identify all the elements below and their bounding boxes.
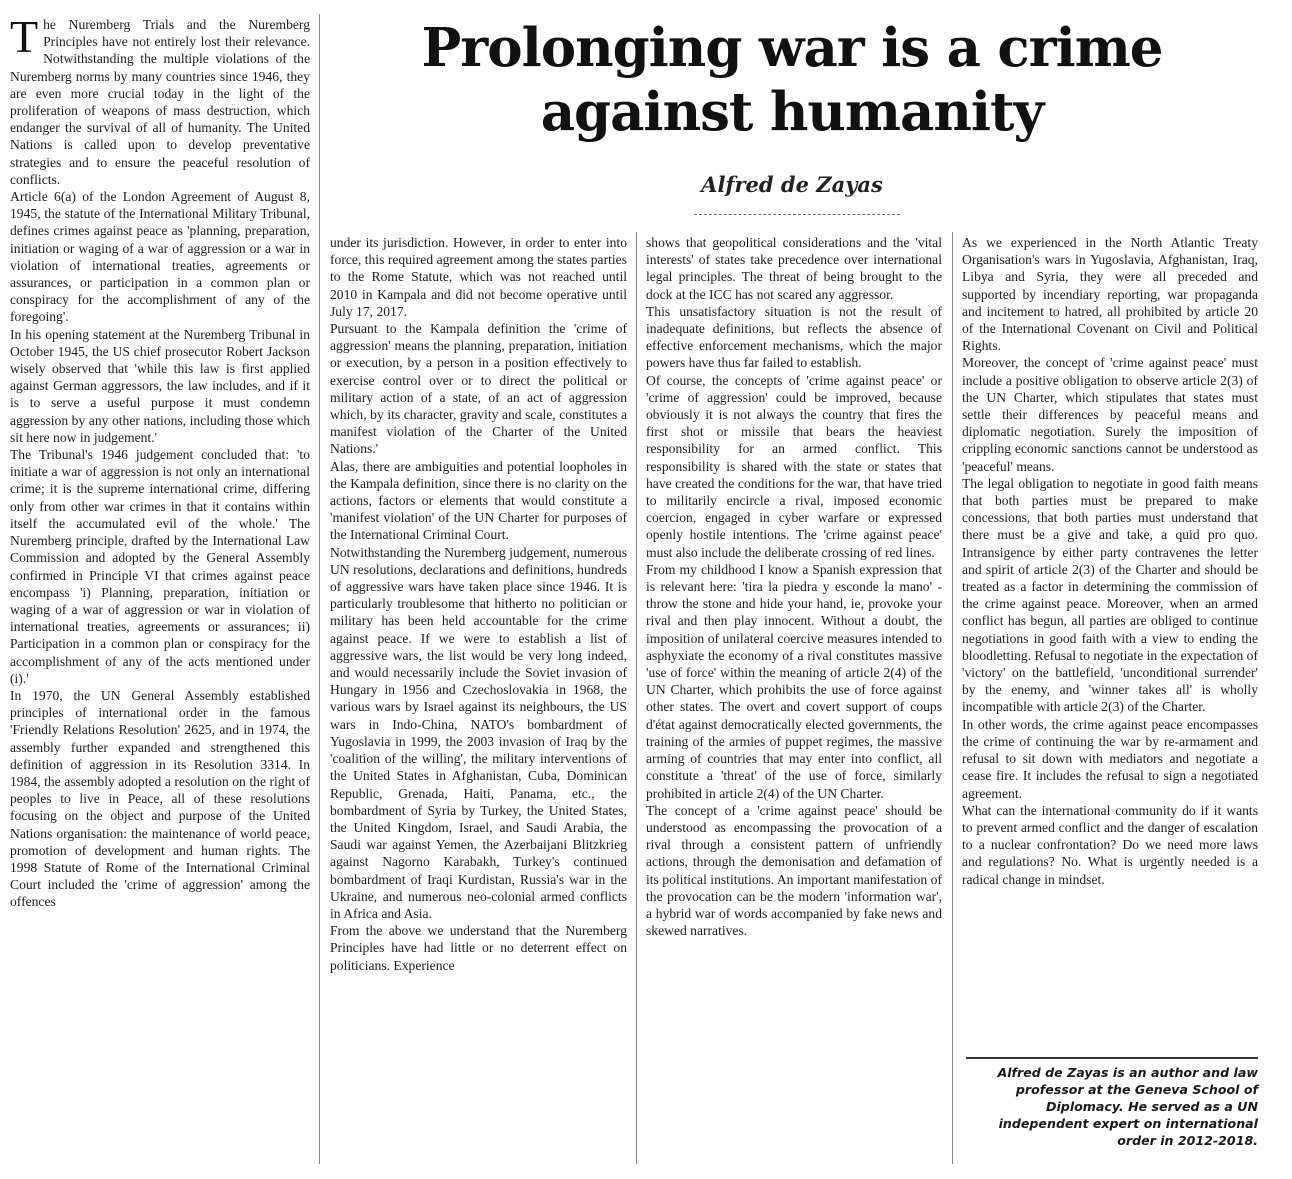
paragraph: In his opening statement at the Nuremberg Tribunal in October 1945, the US chief prosecutor Robert Jackson wisely observed that 'while this law is first applied against German aggressors, the law includes, and if it is to serve a useful purpose it must condemn aggression by any other nations, including those which sit here now in judgement.' — [10, 326, 310, 445]
column-1 — [10, 16, 310, 1161]
column-3 — [646, 234, 942, 1164]
paragraph: he Nuremberg Trials and the Nuremberg Principles have not entirely lost their relevance. Notwithstanding the multiple violations of the Nuremberg norms by many countries since 1946, they are even more crucial today in the light of the proliferation of weapons of mass destruction, which endanger the survival of all of humanity. The United Nations is called upon to develop preventative strategies and to ensure the peaceful resolution of conflicts. — [10, 17, 310, 187]
paragraph: As we experienced in the North Atlantic Treaty Organisation's wars in Yugoslavia, Afghanistan, Iraq, Libya and Syria, they were all preceded and supported by incendiary reporting, war propaganda and incitement to hatred, all prohibited by article 20 of the International Covenant on Civil and Political Rights. — [962, 235, 1258, 354]
paragraph: The Tribunal's 1946 judgement concluded that: 'to initiate a war of aggression is not only an international crime; it is the supreme international crime, differing only from other war crimes in that it contains within itself the accumulated evil of the whole.' The Nuremberg principle, drafted by the International Law Commission and adopted by the General Assembly confirmed in Principle VI that crimes against peace encompass 'i) Planning, preparation, initiation or waging of a war of aggression or war in violation of international treaties, agreements or assurances; ii) Participation in a common plan or conspiracy for the accomplishment of any of the acts mentioned under (i).' — [10, 447, 310, 686]
author-byline: Alfred de Zayas — [701, 172, 883, 197]
drop-cap: T — [10, 16, 39, 62]
paragraph: Of course, the concepts of 'crime against peace' or 'crime of aggression' could be improved, because obviously it is not always the country that fires the first shot or missile that bears the heaviest responsibility for an armed conflict. This responsibility is shared with the state or states that have created the conditions for the war, that have tried to militarily encircle a rival, imposed economic coercion, engaged in cyber warfare or expressed openly hostile intentions. The 'crime against peace' must also include the deliberate crossing of red lines. — [646, 372, 942, 560]
paragraph: Article 6(a) of the London Agreement of August 8, 1945, the statute of the International Military Tribunal, defines crimes against peace as 'planning, preparation, initiation or waging of a war of aggression or a war in violation of international treaties, agreements or assurances, or participation in a common plan or conspiracy for the accomplishment of any of the foregoing'. — [10, 189, 310, 325]
paragraph: The concept of a 'crime against peace' should be understood as encompassing the provocation of a rival through a consistent pattern of unfriendly actions, through the demonisation and defamation of its political institutions. An important manifestation of the provocation can be the modern 'information war', a hybrid war of words accompanied by fake news and skewed narratives. — [646, 802, 942, 939]
paragraph: under its jurisdiction. However, in order to enter into force, this required agreement among the states parties to the Rome Statute, which was not reached until 2010 in Kampala and did not become operative until July 17, 2017. — [330, 235, 627, 319]
paragraph: Pursuant to the Kampala definition the 'crime of aggression' means the planning, preparation, initiation or execution, by a person in a position effectively to exercise control over or to direct the political or military action of a state, of an act of aggression which, by its character, gravity and scale, constitutes a manifest violation of the Charter of the United Nations.' — [330, 321, 627, 457]
paragraph: The legal obligation to negotiate in good faith means that both parties must be prepared to make concessions, that both parties must understand that there must be a give and take, a quid pro quo. Intransigence by either party contravenes the letter and spirit of article 2(3) of the Charter and should be treated as a factor in determining the commission of the crime against peace. Moreover, when an armed conflict has begun, all parties are obliged to continue negotiations in good faith with a view to ending the bloodletting. Refusal to negotiate in the expectation of 'victory' on the battlefield, 'unconditional surrender' by the enemy, and 'winner takes all' is wholly incompatible with article 2(3) of the Charter. — [962, 475, 1258, 715]
column-divider — [636, 232, 637, 1164]
column-divider — [952, 232, 953, 1164]
paragraph: In 1970, the UN General Assembly established principles of international order in the famous 'Friendly Relations Resolution' 2625, and in 1974, the assembly further expanded and strengthened this definition of aggression in its Resolution 3314. In 1984, the assembly adopted a resolution on the right of peoples to live in Peace, all of these resolutions focusing on the object and purpose of the United Nations organisation: the maintenance of world peace, promotion of development and human rights. The 1998 Statute of Rome of the International Criminal Court included the 'crime of aggression' among the offences — [10, 687, 310, 910]
paragraph: What can the international community do if it wants to prevent armed conflict and the danger of escalation to a nuclear confrontation? Do we need more laws and regulations? No. What is urgently needed is a radical change in mindset. — [962, 802, 1258, 887]
paragraph: Alas, there are ambiguities and potential loopholes in the Kampala definition, since there is no clarity on the actions, factors or elements that would constitute a 'manifest violation' of the UN Charter for purposes of the International Criminal Court. — [330, 458, 627, 543]
paragraph: This unsatisfactory situation is not the result of inadequate definitions, but reflects the absence of effective enforcement mechanisms, which the major powers have thus far failed to establish. — [646, 303, 942, 371]
column-4 — [962, 234, 1258, 1044]
paragraph: From the above we understand that the Nuremberg Principles have had little or no deterrent effect on politicians. Experience — [330, 923, 627, 973]
bio-divider — [966, 1057, 1258, 1059]
paragraph: shows that geopolitical considerations and the 'vital interests' of states take precedence over international legal principles. The threat of being brought to the dock at the ICC has not scared any aggressor. — [646, 235, 942, 302]
byline-divider — [694, 214, 900, 215]
author-bio: Alfred de Zayas is an author and law professor at the Geneva School of Diplomacy. He served as a UN independent expert on international order in 2012-2018. — [997, 1065, 1258, 1148]
paragraph: Notwithstanding the Nuremberg judgement, numerous UN resolutions, declarations and definitions, hundreds of aggressive wars have taken place since 1946. It is particularly troublesome that hitherto no politician or military has been held accountable for the crime against peace. If we were to establish a list of aggressive wars, the list would be very long indeed, and would necessarily include the Soviet invasion of Hungary in 1956 and Czechoslovakia in 1968, the various wars by Israel against its neighbours, the US wars in Indo-China, NATO's bombardment of Yugoslavia in 1999, the 2003 invasion of Iraq by the 'coalition of the willing', the military interventions of the United States in Afghanistan, Cuba, Dominican Republic, Grenada, Haiti, Panama, etc., the bombardment of Syria by Turkey, the United States, the United Kingdom, Israel, and Saudi Arabia, the Saudi war against Yemen, the Azerbaijani Blitzkrieg against Nagorno Karabakh, Turkey's continued bombardment of Iraqi Kurdistan, Russia's war in the Ukraine, and numerous neo-colonial armed conflicts in Africa and Asia. — [330, 544, 627, 921]
paragraph: Moreover, the concept of 'crime against peace' must include a positive obligation to observe article 2(3) of the UN Charter, which stipulates that states must settle their differences by peaceful means and diplomatic negotiation. Surely the imposition of crippling economic sanctions cannot be understood as 'peaceful' means. — [962, 355, 1258, 474]
column-divider — [319, 14, 320, 1164]
article-headline: Prolonging war is a crime against humanity — [421, 17, 1163, 143]
paragraph: In other words, the crime against peace encompasses the crime of continuing the war by re-armament and refusal to sit down with mediators and negotiate a cease fire. It includes the refusal to sign a negotiated agreement. — [962, 716, 1258, 801]
paragraph: From my childhood I know a Spanish expression that is relevant here: 'tira la piedra y esconde la mano' - throw the stone and hide your hand, ie, provoke your rival and then play innocent. Without a doubt, the imposition of unilateral coercive measures intended to asphyxiate the economy of a rival constitutes massive 'use of force' within the meaning of article 2(4) of the UN Charter, which prohibits the use of force against other states. The overt and covert support of coups d'état against democratically elected governments, the training of the armies of puppet regimes, the massive arming of countries that may enter into conflict, all constitute a 'threat' of the use of force, similarly prohibited in article 2(4) of the UN Charter. — [646, 561, 942, 801]
column-2 — [330, 234, 627, 1164]
